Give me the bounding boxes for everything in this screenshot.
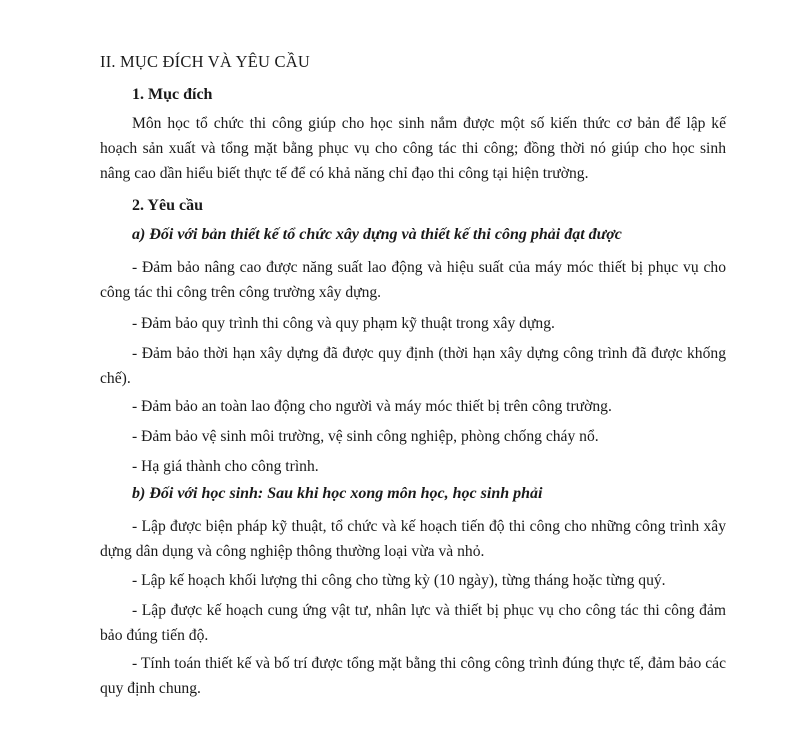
part-a-item-2: - Đảm bảo quy trình thi công và quy phạm kỹ thuật trong xây dựng. — [132, 315, 555, 332]
part-b-heading: b) Đối với học sinh: Sau khi học xong môn học, học sinh phải — [132, 485, 543, 502]
part-b-item-3: - Lập được kế hoạch cung ứng vật tư, nhân lực và thiết bị phục vụ cho công tác thi công đảm bảo đúng tiến độ. — [100, 602, 726, 644]
purpose-heading: 1. Mục đích — [132, 86, 213, 103]
purpose-paragraph: Môn học tổ chức thi công giúp cho học sinh nắm được một số kiến thức cơ bản để lập kế hoạch sản xuất và tổng mặt bằng phục vụ cho công tác thi công; đồng thời nó giúp cho học sinh nâng cao dần hiểu biết thực tế để có khả năng chỉ đạo thi công tại hiện trường. — [100, 115, 726, 182]
part-b-item-2: - Lập kế hoạch khối lượng thi công cho từng kỳ (10 ngày), từng tháng hoặc từng quý. — [132, 572, 666, 589]
part-a-item-5: - Đảm bảo vệ sinh môi trường, vệ sinh công nghiệp, phòng chống cháy nổ. — [132, 428, 599, 445]
part-a-item-1: - Đảm bảo nâng cao được năng suất lao động và hiệu suất của máy móc thiết bị phục vụ cho công tác thi công trên công trường xây dựng. — [100, 259, 726, 301]
part-a-item-6: - Hạ giá thành cho công trình. — [132, 458, 319, 475]
requirements-heading: 2. Yêu cầu — [132, 197, 203, 214]
part-b-item-1: - Lập được biện pháp kỹ thuật, tổ chức và kế hoạch tiến độ thi công cho những công trình xây dựng dân dụng và công nghiệp thông thường loại vừa và nhỏ. — [100, 518, 726, 560]
section-title: II. MỤC ĐÍCH VÀ YÊU CẦU — [100, 52, 310, 71]
part-a-item-3: - Đảm bảo thời hạn xây dựng đã được quy định (thời hạn xây dựng công trình đã được khống chế). — [100, 345, 726, 387]
part-a-item-4: - Đảm bảo an toàn lao động cho người và máy móc thiết bị trên công trường. — [132, 398, 612, 415]
part-a-heading: a) Đối với bản thiết kế tổ chức xây dựng và thiết kế thi công phải đạt được — [132, 226, 622, 243]
part-b-item-4: - Tính toán thiết kế và bố trí được tổng mặt bằng thi công công trình đúng thực tế, đảm bảo các quy định chung. — [100, 655, 726, 697]
